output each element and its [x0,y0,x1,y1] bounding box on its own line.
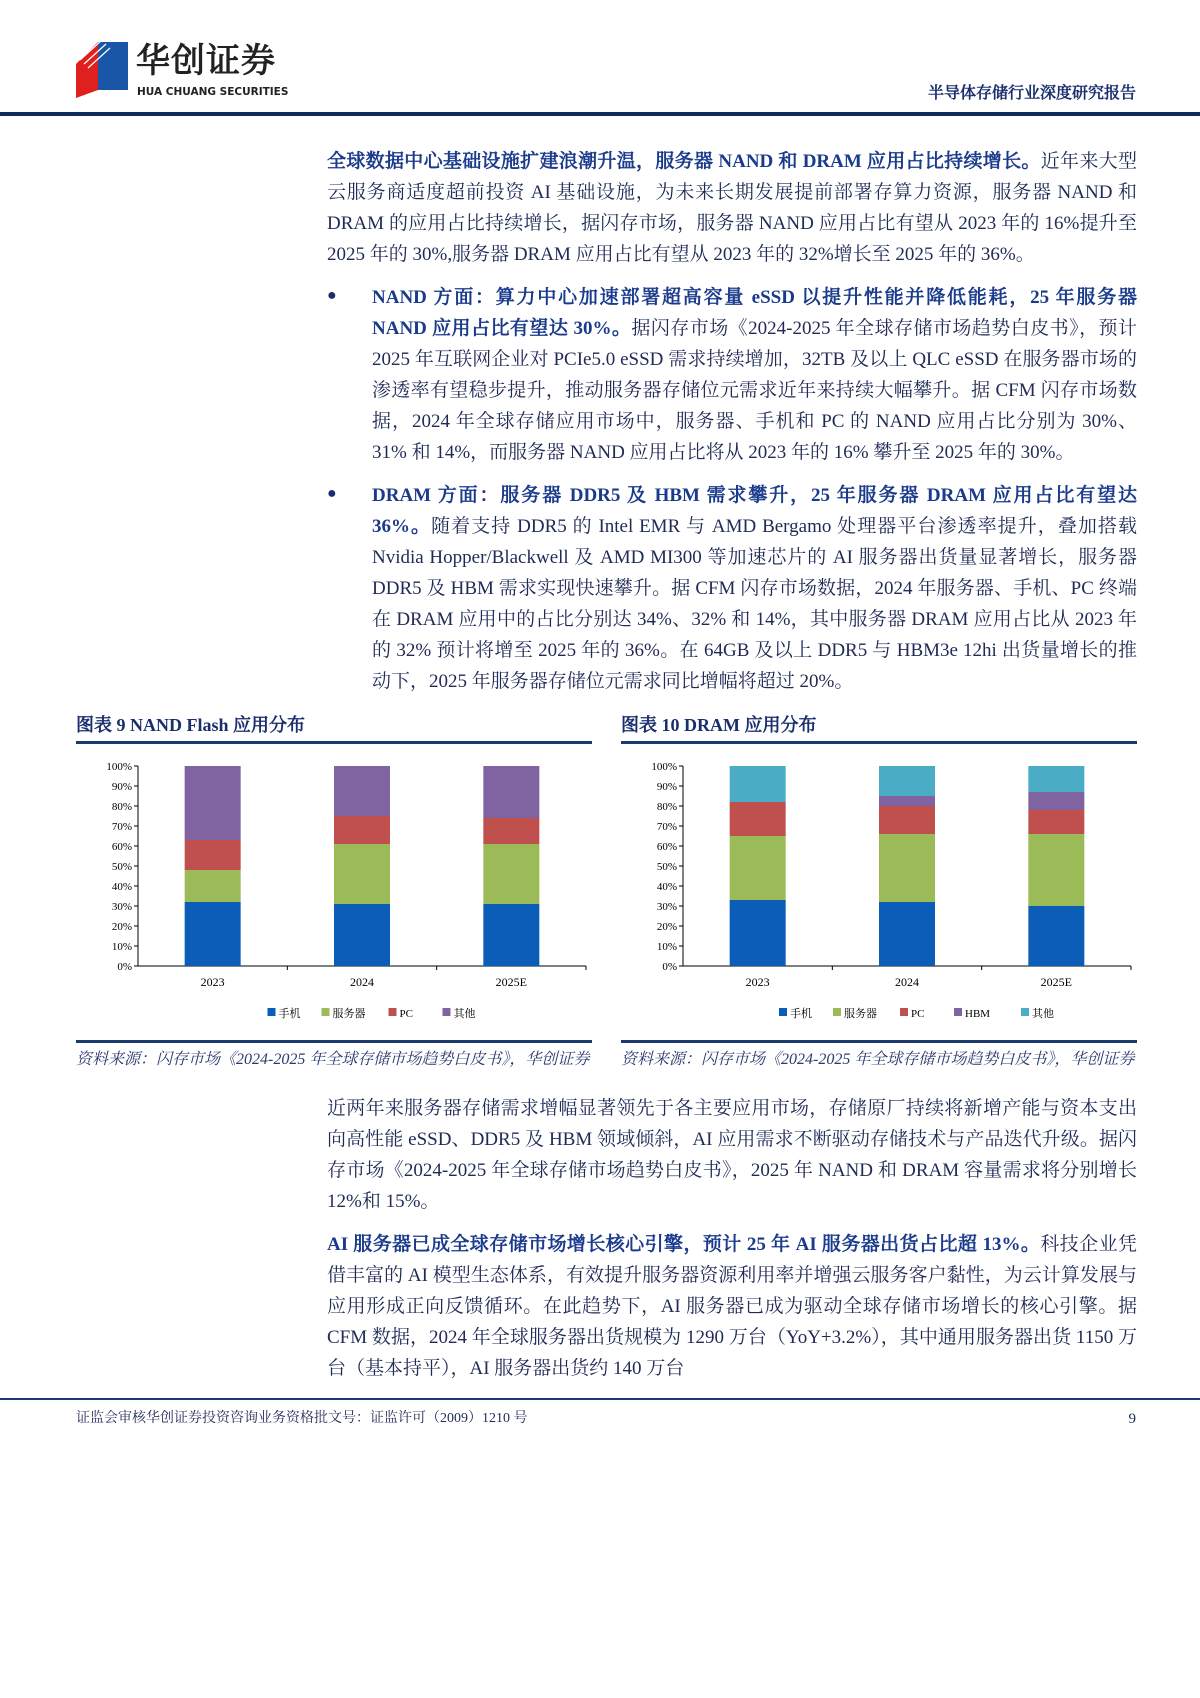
bar-segment-PC [483,818,539,844]
paragraph-1-body: 近年来大型云服务商适度超前投资 AI 基础设施，为未来长期发展提前部署存算力资源，服务器 NAND 和 DRAM 的应用占比持续增长，据闪存市场，服务器 NAND 应用占比有望从 2023 年的 16%提升至 2025 年的 30%,服务器 DRAM 应用占比有望从 2023 年的 32%增长至 2025 年的 36%。 [327,151,1137,265]
report-title: 半导体存储行业深度研究报告 [927,85,1136,102]
figure-10-bottom-rule [621,1040,1137,1043]
y-tick-label: 60% [656,841,677,853]
paragraph-4-body: 近两年来服务器存储需求增幅显著领先于各主要应用市场，存储原厂持续将新增产能与资本支出向高性能 eSSD、DDR5 及 HBM 领域倾斜，AI 应用需求不断驱动存储技术与产品迭代升级。据闪存市场《2024-2025 年全球存储市场趋势白皮书》，2025 年 NAND 和 DRAM 容量需求将分别增长 12%和 15%。 [327,1098,1137,1212]
y-tick-label: 0% [117,961,132,973]
bar-segment-PC [1028,810,1084,834]
y-tick-label: 60% [111,841,132,853]
legend-label: PC [399,1008,413,1020]
paragraph-1-lead: 全球数据中心基础设施扩建浪潮升温，服务器 NAND 和 DRAM 应用占比持续增长。 [327,151,1041,172]
bullet-nand-body: 据闪存市场《2024-2025 年全球存储市场趋势白皮书》，预计 2025 年互联网企业对 PCIe5.0 eSSD 需求持续增加，32TB 及以上 QLC eSSD 在服务器市场的渗透率有望稳步提升，推动服务器存储位元需求近年来持续大幅攀升。据 CFM 闪存市场数据，2024 年全球存储应用市场中，服务器、手机和 PC 的 NAND 应用占比分别为 30%、31% 和 14%，而服务器 NAND 应用占比将从 2023 年的 16% 攀升至 2025 年的 30%。 [372,318,1137,463]
legend-swatch [322,1008,330,1016]
figure-10 [621,713,1137,1075]
legend-label: 服务器 [844,1008,877,1020]
x-tick-label: 2024 [895,975,919,989]
legend-label: HBM [965,1008,991,1020]
bullet-icon: ● [327,485,337,502]
bar-segment-服务器 [1028,834,1084,906]
paragraph-4 [327,1093,1137,1217]
nand-chart [76,756,592,1036]
y-tick-label: 50% [656,861,677,873]
y-tick-label: 70% [656,821,677,833]
figure-9 [76,713,592,1075]
bar-segment-手机 [879,902,935,966]
legend-swatch [954,1008,962,1016]
bar-segment-服务器 [483,844,539,904]
bullet-nand [327,282,1137,468]
y-tick-label: 20% [111,921,132,933]
figure-10-source: 资料来源：闪存市场《2024-2025 年全球存储市场趋势白皮书》，华创证券 [621,1051,1135,1068]
bullet-nand-lead: NAND 方面：算力中心加速部署超高容量 eSSD 以提升性能并降低能耗，25 年服务器 NAND 应用占比有望达 30%。 [372,287,1137,339]
y-tick-label: 100% [106,761,132,773]
legend-label: 手机 [790,1008,812,1020]
bullet-icon: ● [327,287,337,304]
bar-segment-服务器 [730,836,786,900]
figure-10-rule [621,741,1137,744]
figures-row [76,713,1137,1075]
figure-10-title: 图表 10 DRAM 应用分布 [621,715,817,735]
bar-segment-其他 [185,766,241,840]
legend-swatch [900,1008,908,1016]
bullet-dram-lead: DRAM 方面：服务器 DDR5 及 HBM 需求攀升，25 年服务器 DRAM 应用占比有望达 36%。 [372,485,1137,537]
paragraph-1 [327,146,1137,270]
bar-segment-其他 [879,766,935,796]
legend-label: 手机 [278,1008,301,1020]
y-tick-label: 10% [111,941,132,953]
page-number: 9 [1128,1411,1136,1427]
bar-segment-手机 [483,904,539,966]
bar-segment-服务器 [185,870,241,902]
bar-segment-PC [879,806,935,834]
bar-segment-PC [730,802,786,836]
x-tick-label: 2025E [495,975,528,989]
bar-segment-其他 [1028,766,1084,792]
paragraph-5 [327,1229,1137,1384]
x-tick-label: 2024 [350,975,374,989]
bar-segment-服务器 [879,834,935,902]
bar-segment-其他 [730,766,786,802]
bar-segment-手机 [730,900,786,966]
legend-swatch [268,1008,276,1016]
legend-swatch [779,1008,787,1016]
x-tick-label: 2023 [200,975,225,989]
paragraph-5-lead: AI 服务器已成全球存储市场增长核心引擎，预计 25 年 AI 服务器出货占比超 13%。 [327,1234,1041,1255]
y-tick-label: 80% [656,801,677,813]
y-tick-label: 40% [111,881,132,893]
bar-segment-PC [185,840,241,870]
bar-segment-HBM [1028,792,1084,810]
y-tick-label: 30% [111,901,132,913]
x-tick-label: 2025E [1040,975,1073,989]
bar-segment-PC [334,816,390,844]
legend-swatch [389,1008,397,1016]
y-tick-label: 30% [656,901,677,913]
y-tick-label: 70% [111,821,132,833]
bar-segment-手机 [185,902,241,966]
y-tick-label: 20% [656,921,677,933]
legend-swatch [833,1008,841,1016]
y-tick-label: 40% [656,881,677,893]
legend-swatch [1021,1008,1029,1016]
figure-9-bottom-rule [76,1040,592,1043]
legend-label: 其他 [453,1008,476,1020]
y-tick-label: 80% [111,801,132,813]
bar-segment-其他 [483,766,539,818]
legend-swatch [443,1008,451,1016]
bar-segment-手机 [1028,906,1084,966]
legend-label: 其他 [1032,1008,1054,1020]
y-tick-label: 50% [111,861,132,873]
figure-9-rule [76,741,592,744]
bullet-dram-body: 随着支持 DDR5 的 Intel EMR 与 AMD Bergamo 处理器平台渗透率提升，叠加搭载 Nvidia Hopper/Blackwell 及 AMD MI300 等加速芯片的 AI 服务器出货量显著增长，服务器 DDR5 及 HBM 需求实现快速攀升。据 CFM 闪存市场数据，2024 年服务器、手机、PC 终端在 DRAM 应用中的占比分别达 34%、32% 和 14%，其中服务器 DRAM 应用占比从 2023 年的 32% 预计将增至 2025 年的 36%。在 64GB 及以上 DDR5 与 HBM3e 12hi 出货量增长的推动下，2025 年服务器存储位元需求同比增幅将超过 20%。 [372,516,1137,692]
footer-license: 证监会审核华创证券投资咨询业务资格批文号：证监许可（2009）1210 号 [76,1411,528,1426]
dram-chart [621,756,1137,1036]
logo-text-cn: 华创证券 [136,41,276,81]
y-tick-label: 10% [656,941,677,953]
legend-label: 服务器 [332,1008,366,1020]
y-tick-label: 0% [662,961,677,973]
bar-segment-HBM [879,796,935,806]
bar-segment-手机 [334,904,390,966]
paragraph-5-body: 科技企业凭借丰富的 AI 模型生态体系，有效提升服务器资源利用率并增强云服务客户黏性，为云计算发展与应用形成正向反馈循环。在此趋势下，AI 服务器已成为驱动全球存储市场增长的核心引擎。据 CFM 数据，2024 年全球服务器出货规模为 1290 万台（YoY+3.2%），其中通用服务器出货 1150 万台（基本持平），AI 服务器出货约 140 万台 [327,1234,1137,1379]
logo-text-en: HUA CHUANG SECURITIES [137,86,289,98]
y-tick-label: 90% [656,781,677,793]
figure-9-source: 资料来源：闪存市场《2024-2025 年全球存储市场趋势白皮书》，华创证券 [76,1051,590,1068]
x-tick-label: 2023 [745,975,770,989]
y-tick-label: 90% [111,781,132,793]
footer [0,1398,1200,1442]
bar-segment-服务器 [334,844,390,904]
figure-9-title: 图表 9 NAND Flash 应用分布 [76,715,306,735]
bar-segment-其他 [334,766,390,816]
y-tick-label: 100% [651,761,677,773]
legend-label: PC [911,1008,925,1020]
bullet-dram [327,480,1137,697]
